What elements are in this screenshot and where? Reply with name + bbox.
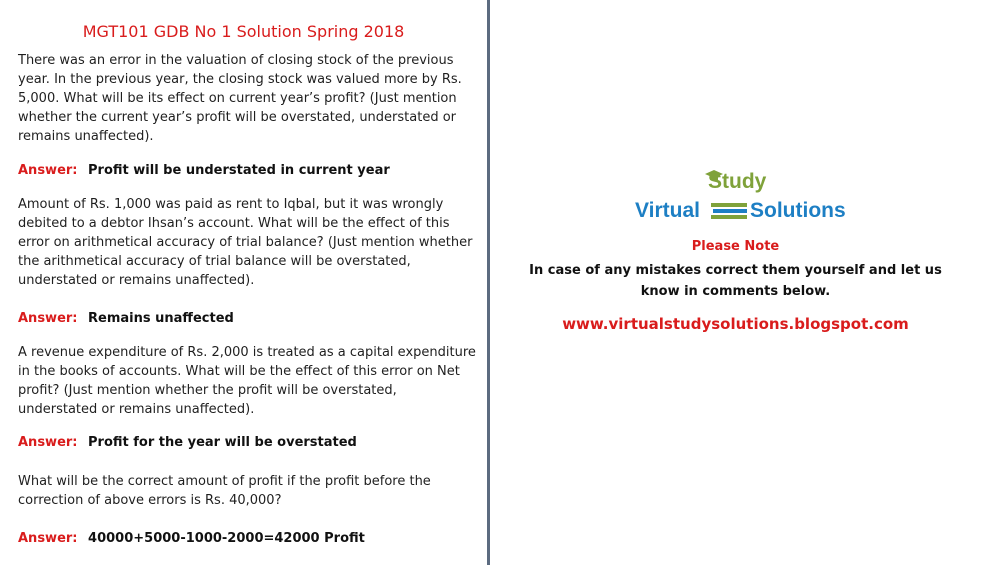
answer-4 — [18, 529, 478, 548]
answer-label: Answer: — [18, 311, 78, 326]
logo-word-virtual: Virtual — [635, 199, 700, 222]
answer-2 — [18, 309, 478, 328]
answer-3 — [18, 433, 478, 452]
document-title: MGT101 GDB No 1 Solution Spring 2018 — [82, 22, 405, 41]
document-right-column — [490, 0, 981, 565]
website-link[interactable]: www.virtualstudysolutions.blogspot.com — [562, 315, 909, 333]
answer-label: Answer: — [18, 531, 78, 546]
logo-word-study: Study — [708, 170, 767, 193]
answer-label: Answer: — [18, 163, 78, 178]
note-title: Please Note — [691, 239, 780, 254]
document-left-column — [0, 0, 487, 565]
question-3-text: A revenue expenditure of Rs. 2,000 is treated as a capital expenditure in the books of accounts. What will be the effect of this error on Net profit? (Just mention whether the profit will be overstated, understated or remains unaffected). — [18, 345, 476, 417]
logo-word-solutions: Solutions — [750, 199, 846, 222]
question-4-text: What will be the correct amount of profit if the profit before the correction of above errors is Rs. 40,000? — [18, 474, 431, 508]
book-stack-icon — [711, 202, 747, 220]
note-text: In case of any mistakes correct them yourself and let us know in comments below. — [529, 263, 942, 299]
answer-label: Answer: — [18, 435, 78, 450]
answer-4-text: 40000+5000-1000-2000=42000 Profit — [88, 531, 365, 546]
answer-1-text: Profit will be understated in current year — [88, 163, 390, 178]
question-2-text: Amount of Rs. 1,000 was paid as rent to Iqbal, but it was wrongly debited to a debtor Ihsan’s account. What will be the effect of this error on arithmetical accuracy of trial balance? (Just mention whether the arithmetical accuracy of trial balance will be overstated, understated or remains unaffected). — [18, 197, 473, 288]
answer-1 — [18, 161, 478, 180]
answer-3-text: Profit for the year will be overstated — [88, 435, 357, 450]
question-1-text: There was an error in the valuation of closing stock of the previous year. In the previous year, the closing stock was valued more by Rs. 5,000. What will be its effect on current year’s profit? (Just mention whether the current year’s profit will be overstated, understated or remains unaffected). — [18, 53, 462, 144]
answer-2-text: Remains unaffected — [88, 311, 234, 326]
virtual-study-solutions-logo — [635, 170, 855, 226]
